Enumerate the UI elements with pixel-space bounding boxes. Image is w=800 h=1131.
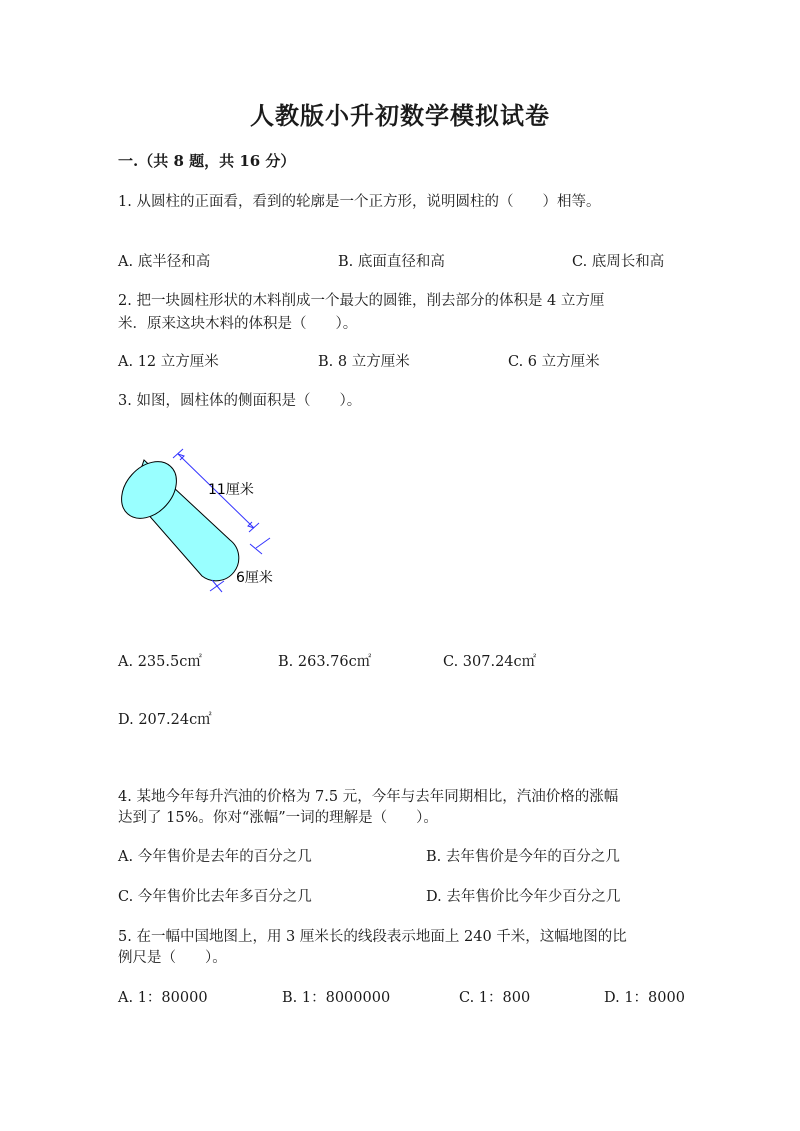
question-3-option-a[interactable]: A. 235.5c㎡ [118, 654, 202, 670]
cylinder-figure [118, 448, 308, 608]
question-4-text-line-2: 达到了 15%。你对“涨幅”一词的理解是（ ）。 [118, 810, 438, 826]
question-5-option-d[interactable]: D. 1：8000 [604, 990, 685, 1006]
question-2-text-line-1: 2. 把一块圆柱形状的木料削成一个最大的圆锥，削去部分的体积是 4 立方厘 [118, 293, 605, 309]
question-1-text: 1. 从圆柱的正面看，看到的轮廓是一个正方形，说明圆柱的（ ）相等。 [118, 194, 601, 210]
question-3-option-d[interactable]: D. 207.24c㎡ [118, 712, 212, 728]
question-2-text-line-2: 米．原来这块木料的体积是（ ）。 [118, 316, 358, 332]
question-3-option-c[interactable]: C. 307.24c㎡ [443, 654, 537, 670]
question-4-option-b[interactable]: B. 去年售价是今年的百分之几 [426, 849, 620, 865]
question-4-text-line-1: 4. 某地今年每升汽油的价格为 7.5 元，今年与去年同期相比，汽油价格的涨幅 [118, 789, 619, 805]
length-label: 11厘米 [208, 482, 254, 498]
question-5-text-line-1: 5. 在一幅中国地图上，用 3 厘米长的线段表示地面上 240 千米，这幅地图的比 [118, 929, 627, 945]
question-4-option-c[interactable]: C. 今年售价比去年多百分之几 [118, 889, 312, 905]
question-4-option-a[interactable]: A. 今年售价是去年的百分之几 [118, 849, 312, 865]
section-heading: 一.（共 8 题，共 16 分） [118, 152, 296, 170]
question-2-option-c[interactable]: C. 6 立方厘米 [508, 354, 600, 370]
question-1-option-c[interactable]: C. 底周长和高 [572, 254, 665, 270]
question-3-option-b[interactable]: B. 263.76c㎡ [278, 654, 372, 670]
question-1-option-a[interactable]: A. 底半径和高 [118, 254, 211, 270]
question-5-option-a[interactable]: A. 1：80000 [118, 990, 208, 1006]
question-5-option-b[interactable]: B. 1：8000000 [282, 990, 391, 1006]
question-3-text: 3. 如图，圆柱体的侧面积是（ ）。 [118, 393, 362, 409]
question-5-text-line-2: 例尺是（ ）。 [118, 950, 227, 966]
question-2-option-b[interactable]: B. 8 立方厘米 [318, 354, 410, 370]
diameter-label: 6厘米 [236, 570, 273, 586]
question-2-option-a[interactable]: A. 12 立方厘米 [118, 354, 219, 370]
question-1-option-b[interactable]: B. 底面直径和高 [338, 254, 445, 270]
page-title: 人教版小升初数学模拟试卷 [250, 101, 550, 130]
question-5-option-c[interactable]: C. 1：800 [459, 990, 531, 1006]
question-4-option-d[interactable]: D. 去年售价比今年少百分之几 [426, 889, 621, 905]
